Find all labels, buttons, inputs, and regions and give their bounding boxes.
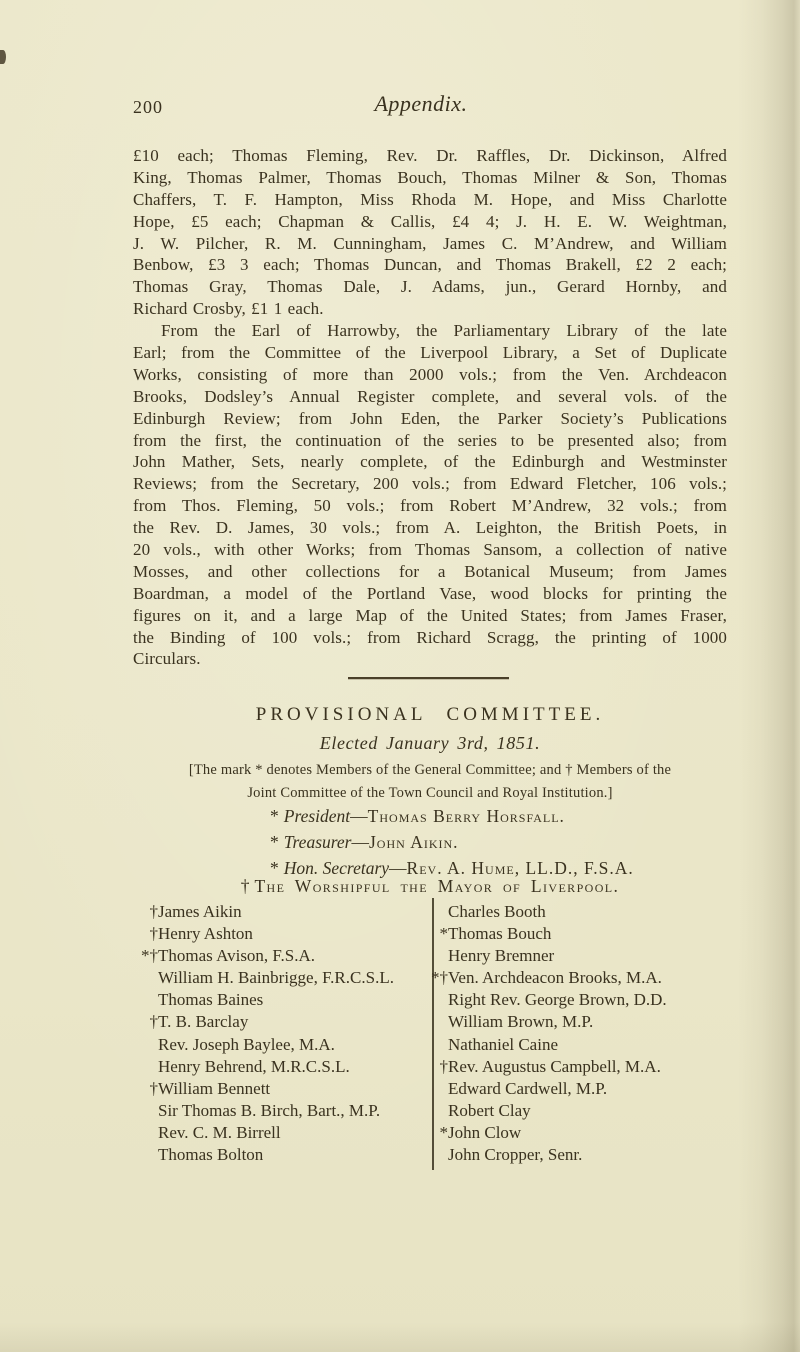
- committee-member: [424, 945, 754, 967]
- committee-member: [134, 967, 432, 989]
- committee-member: [424, 967, 754, 989]
- section-subtitle: Elected January 3rd, 1851.: [319, 733, 541, 753]
- member-name: William Brown, M.P.: [448, 1012, 594, 1032]
- committee-member: [424, 1011, 754, 1033]
- member-name: James Aikin: [158, 902, 242, 921]
- member-mark: †: [149, 1078, 158, 1098]
- text-line: Thomas Gray, Thomas Dale, J. Adams, jun., Gerard Hornby, and: [133, 277, 727, 297]
- text-line: figures on it, and a large Map of the United States; from James Fraser,: [133, 605, 727, 625]
- committee-member: [424, 1056, 754, 1078]
- committee-member: [134, 989, 432, 1011]
- text-line: from Thos. Fleming, 50 vols.; from Robert M’Andrew, 32 vols.; from: [133, 496, 727, 516]
- mayor-line: [133, 876, 727, 897]
- member-mark: *: [439, 1122, 448, 1142]
- member-mark: *†: [141, 946, 158, 966]
- text-line: Edinburgh Review; from John Eden, the Parker Society’s Publications: [133, 408, 727, 428]
- text-line: From the Earl of Harrowby, the Parliamentary Library of the late: [161, 321, 727, 341]
- note-line: Joint Committee of the Town Council and Royal Institution.]: [247, 785, 613, 801]
- committee-member: [424, 1034, 754, 1056]
- text-line: Brooks, Dodsley’s Annual Register complete, and several vols. of the: [133, 386, 727, 406]
- member-name: Rev. Augustus Campbell, M.A.: [448, 1056, 661, 1076]
- section-divider-rule: [348, 677, 509, 679]
- member-name: T. B. Barclay: [158, 1012, 249, 1032]
- member-mark: †: [149, 924, 158, 944]
- text-line: from the first, the continuation of the series to be presented also; from: [133, 430, 727, 450]
- member-name: Thomas Bouch: [448, 924, 552, 944]
- member-name: Thomas Bolton: [158, 1145, 264, 1165]
- text-line: Richard Crosby, £1 1 each.: [133, 299, 324, 319]
- committee-member: [424, 1144, 754, 1166]
- officer-name: Thomas Berry Horsfall.: [367, 806, 565, 826]
- text-line: Works, consisting of more than 2000 vols.; from the Ven. Archdeacon: [133, 364, 727, 384]
- text-line: Reviews; from the Secretary, 200 vols.; from Edward Fletcher, 106 vols.;: [133, 474, 727, 494]
- committee-member: [134, 945, 432, 967]
- text-line: Benbow, £3 3 each; Thomas Duncan, and Thomas Brakell, £2 2 each;: [133, 255, 727, 275]
- committee-member: [424, 901, 754, 923]
- committee-member: [424, 923, 754, 945]
- member-mark: *†: [431, 968, 448, 988]
- running-title: Appendix.: [374, 91, 468, 116]
- text-line: £10 each; Thomas Fleming, Rev. Dr. Raffles, Dr. Dickinson, Alfred: [133, 146, 727, 165]
- member-name: Henry Ashton: [158, 924, 253, 944]
- member-name: William Bennett: [158, 1078, 271, 1098]
- member-name: Thomas Avison, F.S.A.: [158, 946, 316, 966]
- committee-member: [134, 1011, 432, 1033]
- officer-name: John Aikin.: [369, 832, 459, 852]
- committee-member: [134, 1144, 432, 1166]
- section-title: PROVISIONAL COMMITTEE.: [255, 704, 605, 725]
- member-mark: †: [149, 1012, 158, 1032]
- text-line: Hope, £5 each; Chapman & Callis, £4 4; J. H. E. W. Weightman,: [133, 211, 727, 231]
- text-line: John Mather, Sets, nearly complete, of the Edinburgh and Westminster: [133, 452, 727, 472]
- committee-member: [424, 1122, 754, 1144]
- committee-member: [134, 1122, 432, 1144]
- member-name: Thomas Baines: [158, 990, 264, 1010]
- committee-member: [424, 989, 754, 1011]
- text-line: 20 vols., with other Works; from Thomas Sansom, a collection of native: [133, 540, 727, 560]
- member-name: William H. Bainbrigge, F.R.C.S.L.: [158, 968, 394, 988]
- paragraph-subscriptions: [133, 145, 727, 320]
- member-name: Sir Thomas B. Birch, Bart., M.P.: [158, 1100, 381, 1120]
- member-name: Rev. C. M. Birrell: [158, 1122, 281, 1142]
- section-note: [110, 759, 750, 805]
- em-dash: —: [389, 858, 407, 878]
- text-line: the Rev. D. James, 30 vols.; from A. Leighton, the British Poets, in: [133, 518, 727, 538]
- member-mark: †: [439, 1056, 448, 1076]
- member-name: Charles Booth: [448, 902, 546, 921]
- general-committee-mark: *: [270, 832, 279, 852]
- committee-member: [134, 1056, 432, 1078]
- text-line: J. W. Pilcher, R. M. Cunningham, James C. M’Andrew, and William: [133, 233, 727, 253]
- committee-member: [134, 1078, 432, 1100]
- text-line: Mosses, and other collections for a Botanical Museum; from James: [133, 561, 727, 581]
- member-name: Robert Clay: [448, 1100, 531, 1120]
- member-name: Edward Cardwell, M.P.: [448, 1078, 608, 1098]
- page-bottom-shading: [0, 1322, 800, 1352]
- committee-member: [424, 1100, 754, 1122]
- member-name: Henry Bremner: [448, 946, 555, 966]
- officer-role: Treasurer: [283, 832, 352, 852]
- text-line: Earl; from the Committee of the Liverpool Library, a Set of Duplicate: [133, 343, 727, 363]
- paragraph-donations: [133, 320, 727, 670]
- page-number: 200: [133, 97, 163, 117]
- member-name: Ven. Archdeacon Brooks, M.A.: [448, 968, 662, 988]
- text-line: Circulars.: [133, 649, 201, 669]
- officer-name: Rev. A. Hume, LL.D., F.S.A.: [406, 858, 634, 878]
- member-mark: †: [149, 902, 158, 921]
- text-line: the Binding of 100 vols.; from Richard Scragg, the printing of 1000: [133, 627, 727, 647]
- committee-column-left: [134, 901, 432, 1166]
- member-name: Henry Behrend, M.R.C.S.L.: [158, 1056, 350, 1076]
- general-committee-mark: *: [270, 858, 279, 878]
- member-name: John Cropper, Senr.: [448, 1145, 583, 1165]
- joint-committee-mark: †: [240, 876, 250, 896]
- officer-role: Hon. Secretary: [283, 858, 390, 878]
- em-dash: —: [351, 832, 369, 852]
- member-name: John Clow: [448, 1122, 522, 1142]
- body-text: [133, 145, 727, 670]
- committee-member: [424, 1078, 754, 1100]
- committee-member: [134, 1034, 432, 1056]
- general-committee-mark: *: [270, 806, 279, 826]
- text-line: Boardman, a model of the Portland Vase, wood blocks for printing the: [133, 583, 727, 603]
- em-dash: —: [350, 806, 368, 826]
- officer-president: [270, 803, 634, 829]
- ink-speck: [0, 50, 6, 64]
- officer-role: President: [283, 806, 351, 826]
- note-line: [The mark * denotes Members of the General Committee; and † Members of the: [188, 762, 672, 778]
- officers-list: [270, 803, 634, 881]
- committee-member: [134, 923, 432, 945]
- text-line: King, Thomas Palmer, Thomas Bouch, Thomas Milner & Son, Thomas: [133, 167, 727, 187]
- committee-member: [134, 901, 432, 923]
- committee-column-right: [424, 901, 754, 1166]
- mayor-text: The Worshipful the Mayor of Liverpool.: [254, 876, 620, 896]
- member-name: Nathaniel Caine: [448, 1034, 558, 1054]
- officer-treasurer: [270, 829, 634, 855]
- text-line: Chaffers, T. F. Hampton, Miss Rhoda M. Hope, and Miss Charlotte: [133, 189, 727, 209]
- member-name: Right Rev. George Brown, D.D.: [448, 990, 667, 1010]
- member-mark: *: [439, 924, 448, 944]
- member-name: Rev. Joseph Baylee, M.A.: [158, 1034, 335, 1054]
- committee-member: [134, 1100, 432, 1122]
